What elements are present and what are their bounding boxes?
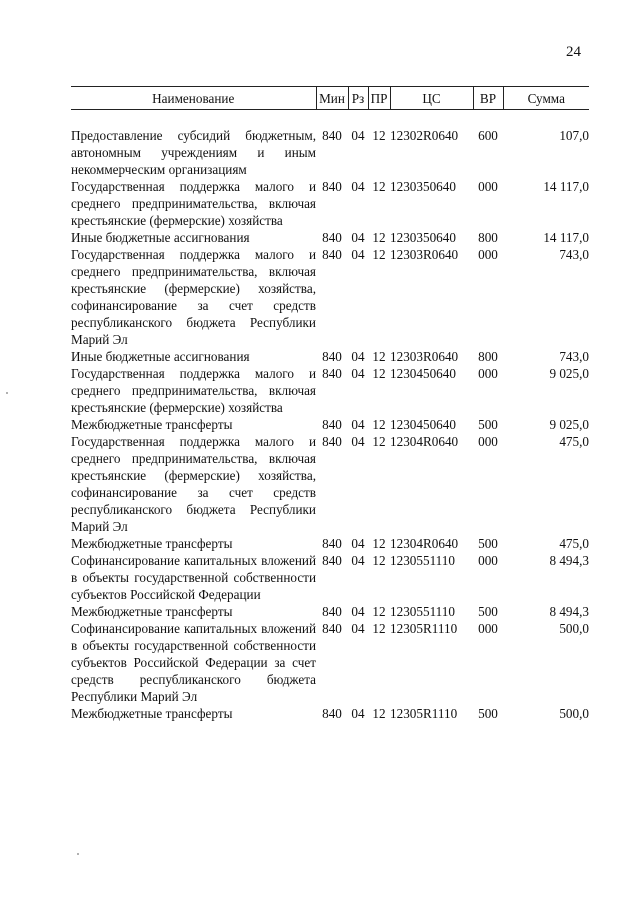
cell-name: Межбюджетные трансферты	[71, 417, 233, 432]
cell-sum: 500,0	[559, 706, 589, 721]
cell-vr: 500	[478, 417, 498, 432]
cell-sum: 475,0	[559, 434, 589, 449]
cell-name: Межбюджетные трансферты	[71, 706, 233, 721]
header-sum: Сумма	[503, 87, 589, 110]
table-row	[71, 535, 589, 552]
cell-min: 840	[322, 604, 342, 619]
budget-table	[71, 86, 589, 722]
cell-sum: 107,0	[559, 128, 589, 143]
cell-vr: 500	[478, 604, 498, 619]
cell-pr: 12	[372, 417, 386, 432]
cell-cs: 12304R0640	[390, 434, 459, 449]
cell-min: 840	[322, 179, 342, 194]
cell-rz: 04	[351, 366, 365, 381]
cell-pr: 12	[372, 366, 386, 381]
cell-pr: 12	[372, 247, 386, 262]
header-min: Мин	[316, 87, 348, 110]
cell-min: 840	[322, 706, 342, 721]
cell-rz: 04	[351, 604, 365, 619]
cell-vr: 000	[478, 553, 498, 568]
cell-vr: 000	[478, 247, 498, 262]
cell-name: Софинансирование капитальных вложений в объекты государственной собственности субъектов Российской Федерации за счет средств республиканского бюджета Республики Марий Эл	[71, 621, 316, 704]
cell-pr: 12	[372, 128, 386, 143]
cell-rz: 04	[351, 128, 365, 143]
cell-min: 840	[322, 247, 342, 262]
scan-speck	[6, 392, 8, 394]
cell-min: 840	[322, 621, 342, 636]
table-row	[71, 178, 589, 229]
cell-rz: 04	[351, 179, 365, 194]
cell-sum: 475,0	[559, 536, 589, 551]
cell-min: 840	[322, 230, 342, 245]
cell-sum: 9 025,0	[549, 366, 589, 381]
table-row	[71, 433, 589, 535]
cell-vr: 000	[478, 434, 498, 449]
cell-vr: 500	[478, 536, 498, 551]
cell-cs: 12305R1110	[390, 706, 458, 721]
cell-vr: 000	[478, 621, 498, 636]
cell-cs: 12303R0640	[390, 349, 459, 364]
cell-vr: 500	[478, 706, 498, 721]
cell-vr: 000	[478, 366, 498, 381]
cell-min: 840	[322, 536, 342, 551]
cell-min: 840	[322, 417, 342, 432]
cell-pr: 12	[372, 230, 386, 245]
cell-rz: 04	[351, 553, 365, 568]
cell-rz: 04	[351, 417, 365, 432]
cell-pr: 12	[372, 434, 386, 449]
cell-cs: 12303R0640	[390, 247, 459, 262]
cell-min: 840	[322, 128, 342, 143]
cell-sum: 9 025,0	[549, 417, 589, 432]
cell-vr: 600	[478, 128, 498, 143]
cell-rz: 04	[351, 434, 365, 449]
header-rz: Рз	[348, 87, 368, 110]
cell-name: Государственная поддержка малого и среднего предпринимательства, включая крестьянские (фермерские) хозяйства, софинансирование за счет средств республиканского бюджета Республики Марий Эл	[71, 247, 316, 347]
table-row	[71, 620, 589, 705]
cell-cs: 12305R1110	[390, 621, 458, 636]
cell-sum: 8 494,3	[549, 604, 589, 619]
cell-sum: 14 117,0	[543, 230, 589, 245]
cell-cs: 12302R0640	[390, 128, 459, 143]
page-number: 24	[566, 44, 581, 60]
cell-vr: 000	[478, 179, 498, 194]
cell-cs: 1230350640	[390, 179, 456, 194]
header-cs: ЦС	[390, 87, 473, 110]
cell-sum: 500,0	[559, 621, 589, 636]
table-row	[71, 552, 589, 603]
cell-min: 840	[322, 366, 342, 381]
cell-pr: 12	[372, 536, 386, 551]
cell-name: Предоставление субсидий бюджетным, автономным учреждениям и иным некоммерческим организациям	[71, 128, 316, 177]
table-row	[71, 705, 589, 722]
cell-rz: 04	[351, 247, 365, 262]
cell-pr: 12	[372, 349, 386, 364]
cell-cs: 12304R0640	[390, 536, 459, 551]
cell-sum: 14 117,0	[543, 179, 589, 194]
table-row	[71, 416, 589, 433]
cell-rz: 04	[351, 621, 365, 636]
cell-pr: 12	[372, 553, 386, 568]
cell-cs: 1230450640	[390, 417, 456, 432]
cell-name: Государственная поддержка малого и среднего предпринимательства, включая крестьянские (фермерские) хозяйства	[71, 179, 316, 228]
cell-min: 840	[322, 434, 342, 449]
cell-name: Межбюджетные трансферты	[71, 536, 233, 551]
table-header-row	[71, 87, 589, 110]
cell-rz: 04	[351, 230, 365, 245]
cell-rz: 04	[351, 349, 365, 364]
cell-cs: 1230350640	[390, 230, 456, 245]
table-row	[71, 127, 589, 178]
cell-name: Иные бюджетные ассигнования	[71, 230, 250, 245]
cell-sum: 743,0	[559, 247, 589, 262]
cell-sum: 743,0	[559, 349, 589, 364]
header-vr: ВР	[473, 87, 503, 110]
cell-sum: 8 494,3	[549, 553, 589, 568]
header-name: Наименование	[71, 87, 316, 110]
table-row	[71, 603, 589, 620]
cell-rz: 04	[351, 706, 365, 721]
cell-pr: 12	[372, 604, 386, 619]
cell-rz: 04	[351, 536, 365, 551]
cell-cs: 1230551110	[390, 553, 455, 568]
cell-pr: 12	[372, 706, 386, 721]
cell-pr: 12	[372, 621, 386, 636]
cell-cs: 1230450640	[390, 366, 456, 381]
table-row	[71, 348, 589, 365]
cell-vr: 800	[478, 230, 498, 245]
cell-min: 840	[322, 349, 342, 364]
cell-name: Софинансирование капитальных вложений в объекты государственной собственности субъектов Российской Федерации	[71, 553, 316, 602]
table-row	[71, 246, 589, 348]
cell-name: Межбюджетные трансферты	[71, 604, 233, 619]
scan-speck	[77, 853, 79, 855]
table-row	[71, 365, 589, 416]
cell-cs: 1230551110	[390, 604, 455, 619]
cell-name: Иные бюджетные ассигнования	[71, 349, 250, 364]
cell-vr: 800	[478, 349, 498, 364]
table-row	[71, 229, 589, 246]
header-pr: ПР	[368, 87, 390, 110]
cell-name: Государственная поддержка малого и среднего предпринимательства, включая крестьянские (фермерские) хозяйства	[71, 366, 316, 415]
cell-pr: 12	[372, 179, 386, 194]
cell-name: Государственная поддержка малого и среднего предпринимательства, включая крестьянские (фермерские) хозяйства, софинансирование за счет средств республиканского бюджета Республики Марий Эл	[71, 434, 316, 534]
cell-min: 840	[322, 553, 342, 568]
